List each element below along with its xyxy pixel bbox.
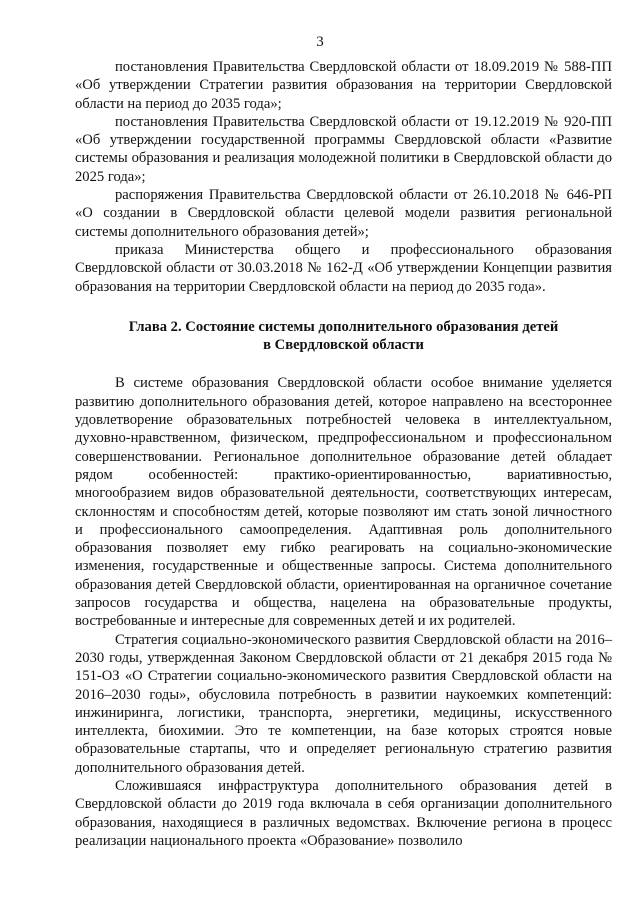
chapter-heading-line-2: в Свердловской области (263, 337, 424, 354)
intro-paragraph-4: приказа Министерства общего и профессионального образования Свердловской области от 30.03.2018 № 162-Д «Об утверждении Концепции развития образования на территории Свердловской области на период до 2035 года». (75, 241, 612, 295)
chapter-heading-line-1: Глава 2. Состояние системы дополнительного образования детей (128, 318, 559, 335)
body-paragraph-1: В системе образования Свердловской области особое внимание уделяется развитию дополнительного образования детей, которое направлено на всестороннее удовлетворение образовательных потребностей человека в интеллектуальном, духовно-нравственном, физическом, предпрофессиональном и профессиональном совершенствовании. Региональное дополнительное образование детей обладает рядом особенностей: практико-ориентированностью, вариативностью, многообразием видов образовательной деятельности, соответствующих интересам, склонностям и способностям детей, которые позволяют им стать зоной личностного и профессионального самоопределения. Адаптивная роль дополнительного образования позволяет ему гибко реагировать на социально-экономические изменения, государственные и общественные запросы. Система дополнительного образования детей Свердловской области, ориентированная на органичное сочетание запросов государства и общества, нацелена на образовательные продукты, востребованные и интересные для современных детей и их родителей. (75, 375, 612, 630)
intro-paragraph-2: постановления Правительства Свердловской области от 19.12.2019 № 920-ПП «Об утверждении государственной программы Свердловской области «Развитие системы образования и реализация молодежной политики в Свердловской области до 2025 года»; (75, 113, 612, 185)
page-number: 3 (316, 34, 324, 50)
intro-paragraph-1: постановления Правительства Свердловской области от 18.09.2019 № 588-ПП «Об утверждении Стратегии развития образования на территории Свердловской области на период до 2035 года»; (75, 59, 612, 112)
document-body (75, 58, 612, 850)
intro-paragraph-3: распоряжения Правительства Свердловской области от 26.10.2018 № 646-РП «О создании в Свердловской области целевой модели развития региональной системы дополнительного образования детей»; (75, 187, 612, 240)
body-paragraph-3: Сложившаяся инфраструктура дополнительного образования детей в Свердловской области до 2019 года включала в себя организации дополнительного образования, находящиеся в различных ведомствах. Включение региона в процесс реализации национального проекта «Образование» позволило (75, 777, 612, 849)
chapter-heading (75, 318, 612, 355)
body-paragraph-2: Стратегия социально-экономического развития Свердловской области на 2016–2030 годы, утвержденная Законом Свердловской области от 21 декабря 2015 года № 151-ОЗ «О Стратегии социально-экономического развития Свердловской области на 2016–2030 годы», обусловила потребность в развитии наукоемких компетенций: инжиниринга, логистики, транспорта, энергетики, медицины, искусственного интеллекта, биохимии. Это те компетенции, на базе которых строятся новые образовательные стартапы, что и определяет региональную стратегию развития дополнительного образования детей. (75, 631, 612, 776)
